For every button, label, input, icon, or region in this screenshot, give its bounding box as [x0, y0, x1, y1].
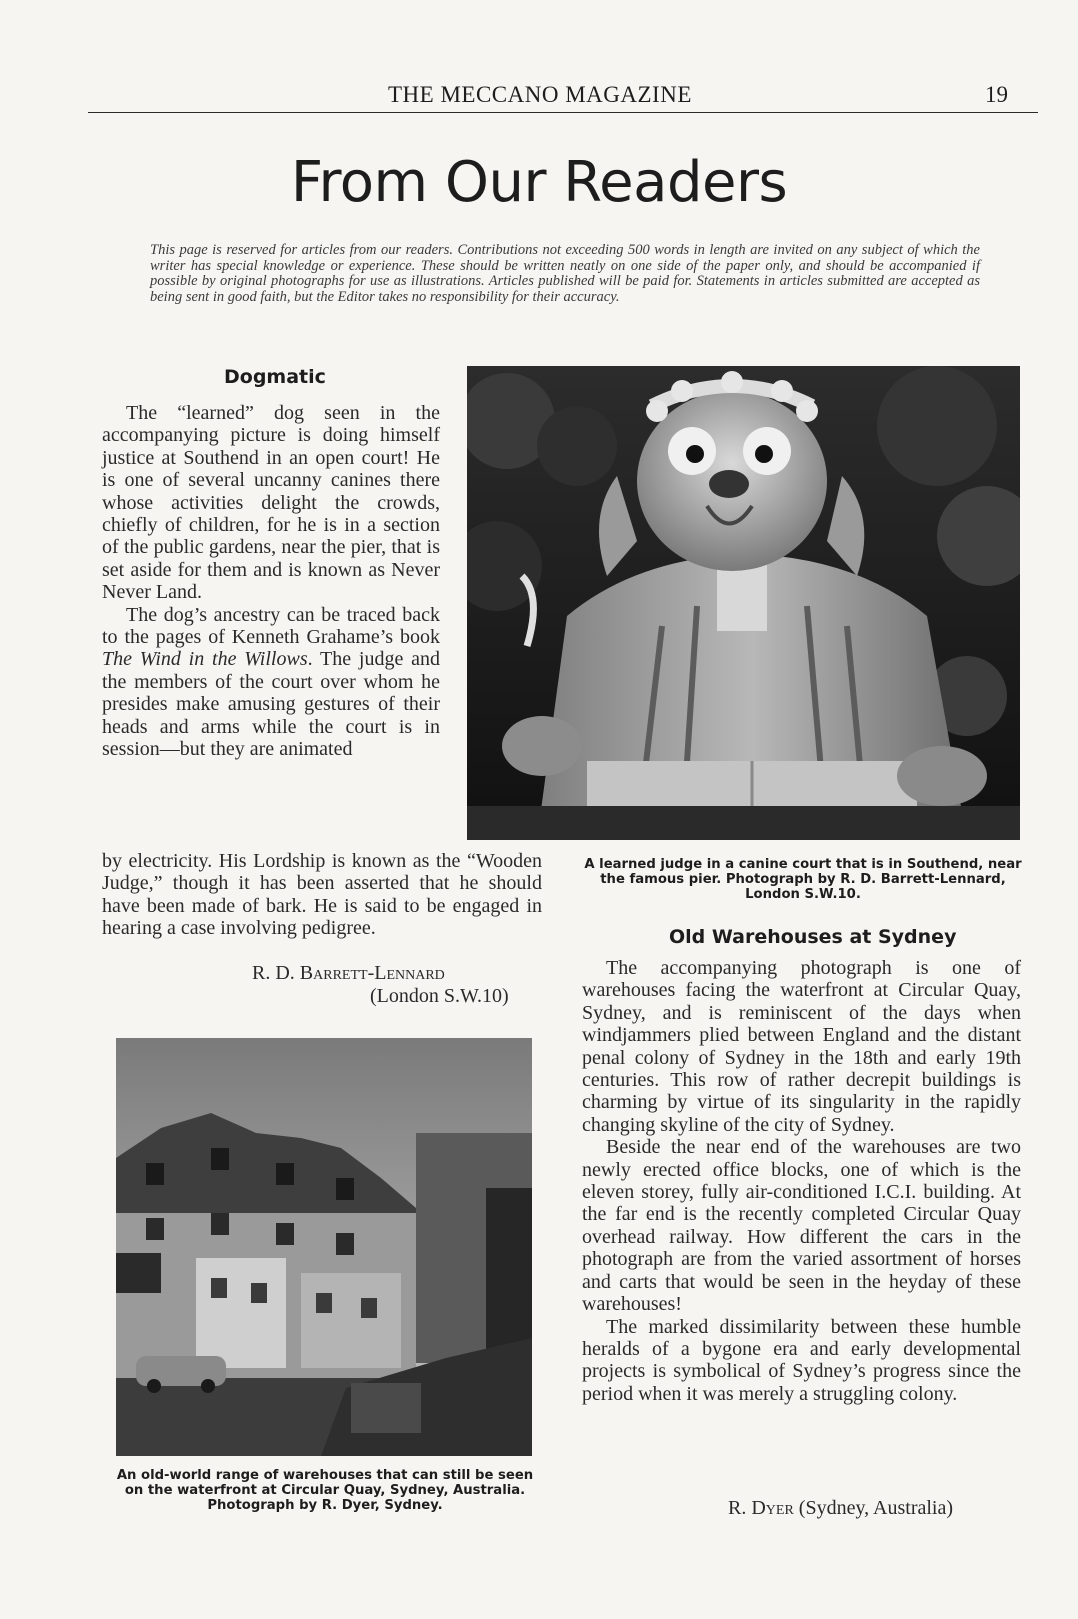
sydney-paragraph-1: The accompanying photograph is one of warehouses facing the waterfront at Circular Quay, Sydney, and is reminiscent of the days when windjammers plied between England and the distant penal colony of Sydney in the 18th and early 19th centuries. This row of rather decrepit buildings is charming by virtue of its singularity in the rapidly changing skyline of the city of Sydney. — [582, 957, 1021, 1136]
warehouse-photo-caption: An old-world range of warehouses that can still be seen on the waterfront at Circular Quay, Sydney, Australia. Photograph by R. Dyer, Sydney. — [116, 1468, 534, 1513]
sydney-location: (Sydney, Australia) — [798, 1497, 954, 1519]
dogmatic-paragraph-2-start: The dog’s ancestry can be traced back to the pages of Kenneth Grahame’s book — [102, 603, 440, 649]
dogmatic-author: R. D. Barrett-Lennard — [252, 962, 445, 984]
dogmatic-paragraph-2-middle: . The judge and the members of the court over whom he presides make amusing gestures of their heads and arms while the court is in session—but they are animated — [102, 648, 441, 761]
dogmatic-article-top — [102, 402, 440, 761]
judge-photo-caption: A learned judge in a canine court that is in Southend, near the famous pier. Photograph by R. D. Barrett-Lennard, London S.W.10. — [584, 857, 1022, 902]
book-title: The Wind in the Willows — [102, 648, 308, 671]
dogmatic-heading: Dogmatic — [224, 366, 326, 388]
dogmatic-paragraph-1: The “learned” dog seen in the accompanying picture is doing himself justice at Southend in an open court! He is one of several uncanny canines there whose activities delight the crowds, chiefly of children, for he is in a section of the public gardens, near the pier, that is set aside for them and is known as Never Never Land. — [102, 402, 440, 604]
sydney-author: R. Dyer — [728, 1497, 794, 1519]
sydney-heading: Old Warehouses at Sydney — [669, 926, 957, 948]
magazine-title: THE MECCANO MAGAZINE — [388, 82, 692, 107]
intro-note: This page is reserved for articles from our readers. Contributions not exceeding 500 words in length are invited on any subject of which the writer has special knowledge or experience. These should be written neatly on one side of the paper only, and should be accompanied if possible by original photographs for use as illustrations. Articles published will be paid for. Statements in articles submitted are accepted as being sent in good faith, but the Editor takes no responsibility for their accuracy. — [150, 242, 980, 305]
judge-photo — [467, 366, 1020, 840]
dogmatic-paragraph-2 — [102, 604, 440, 761]
warehouse-photo — [116, 1038, 532, 1456]
dogmatic-paragraph-2-end: by electricity. His Lordship is known as the “Wooden Judge,” though it has been asserted that he should have been made of bark. He is said to be engaged in hearing a case involving pedigree. — [102, 850, 542, 940]
sydney-signature — [728, 1497, 953, 1519]
dogmatic-location: (London S.W.10) — [370, 985, 509, 1007]
dogmatic-article-bottom — [102, 850, 542, 940]
page-number: 19 — [985, 82, 1008, 107]
sydney-paragraph-3: The marked dissimilarity between these humble heralds of a bygone era and early developmental projects is symbolical of Sydney’s progress since the period when it was merely a struggling colony. — [582, 1315, 1021, 1405]
masthead — [88, 74, 1038, 113]
page-title: From Our Readers — [290, 150, 788, 215]
sydney-paragraph-2: Beside the near end of the warehouses are two newly erected office blocks, one of which is the eleven storey, fully air-conditioned I.C.I. building. At the far end is the recently completed Circular Quay overhead railway. How different the cars in the photograph are from the varied assortment of horses and carts that would be seen in the heyday of these warehouses! — [582, 1136, 1021, 1316]
sydney-article — [582, 957, 1021, 1405]
